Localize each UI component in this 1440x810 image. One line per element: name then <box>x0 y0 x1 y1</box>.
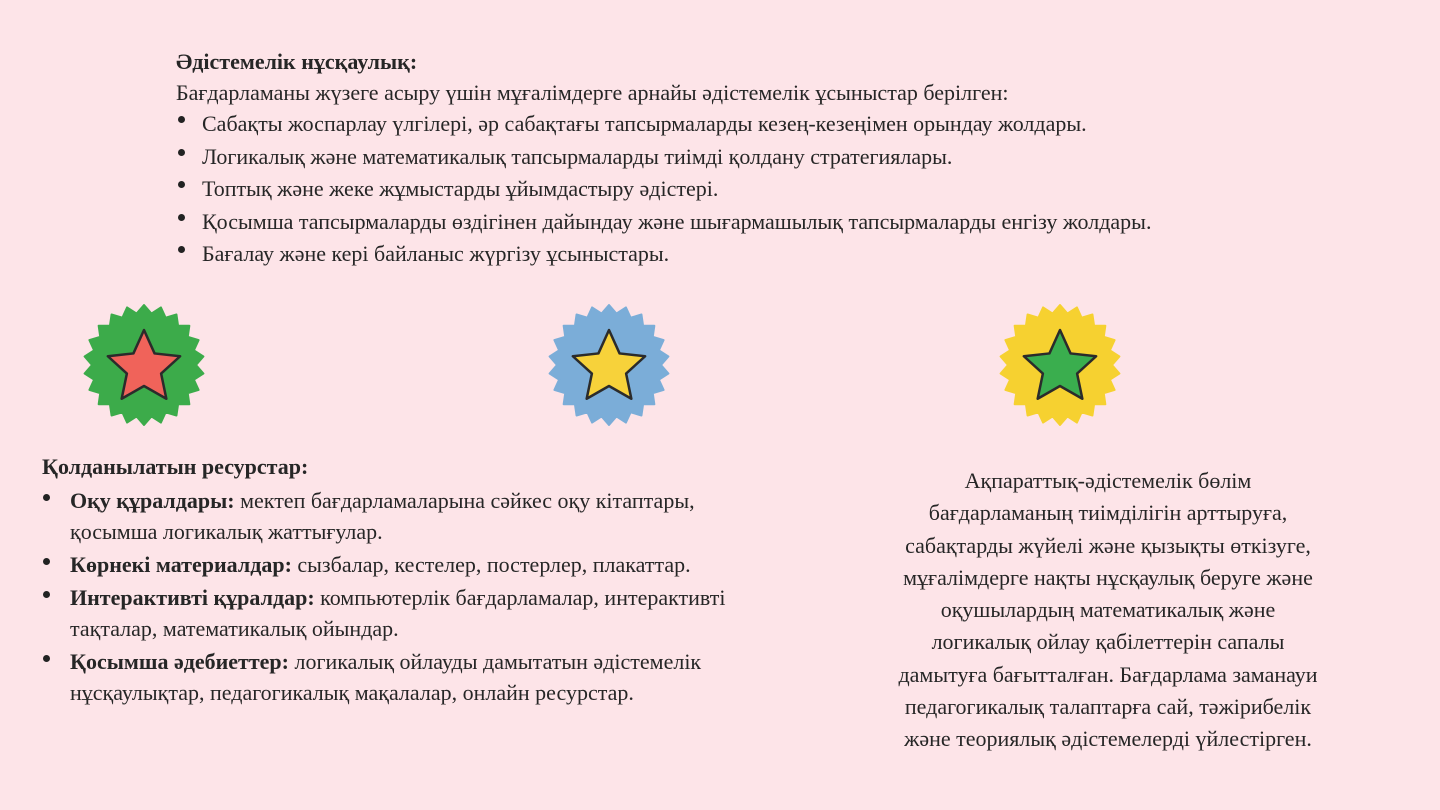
star-badge-red-on-green-icon <box>82 303 206 427</box>
summary-line: дамытуға бағытталған. Бағдарлама заманауи <box>898 661 1318 687</box>
summary-line: және теориялық әдістемелерді үйлестірген. <box>904 726 1312 752</box>
resource-desc: сызбалар, кестелер, постерлер, плакаттар. <box>291 552 691 577</box>
list-item: Қосымша тапсырмаларды өздігінен дайындау және шығармашылық тапсырмаларды енгізу жолдары. <box>176 206 1426 239</box>
resource-term: Көрнекі материалдар: <box>70 552 292 577</box>
list-item: Сабақты жоспарлау үлгілері, әр сабақтағы тапсырмаларды кезең-кезеңімен орындау жолдары. <box>176 108 1426 141</box>
summary-line: Ақпараттық-әдістемелік бөлім <box>964 468 1252 493</box>
list-item <box>42 582 762 644</box>
resources-list <box>42 485 762 708</box>
list-item: Бағалау және кері байланыс жүргізу ұсыныстары. <box>176 238 1426 271</box>
list-item <box>42 549 762 580</box>
summary-line: логикалық ойлау қабілеттерін сапалы <box>931 629 1285 655</box>
summary-line: педагогикалық талаптарға сай, тәжірибелік <box>904 694 1312 720</box>
resources-heading: Қолданылатын ресурстар: <box>42 454 309 479</box>
resources-section <box>42 451 762 710</box>
methodology-section <box>176 46 1426 271</box>
resource-term: Оқу құралдары: <box>70 488 235 513</box>
badge-svg <box>82 303 206 427</box>
summary-paragraph <box>838 465 1378 756</box>
methodology-intro: Бағдарламаны жүзеге асыру үшін мұғалімдерге арнайы әдістемелік ұсыныстар берілген: <box>176 80 1009 105</box>
resource-term: Интерактивті құралдар: <box>70 585 315 610</box>
methodology-heading: Әдістемелік нұсқаулық: <box>176 49 418 74</box>
summary-line: оқушылардың математикалық және <box>940 597 1276 623</box>
badge-svg <box>547 303 671 427</box>
list-item: Логикалық және математикалық тапсырмаларды тиімді қолдану стратегиялары. <box>176 141 1426 174</box>
star-badge-yellow-on-blue-icon <box>547 303 671 427</box>
resource-term: Қосымша әдебиеттер: <box>70 649 289 674</box>
list-item <box>42 485 762 547</box>
resource-desc: логикалық ойлауды дамытатын әдістемелік нұсқаулықтар, педагогикалық мақалалар, онлайн ресурстар. <box>70 649 702 705</box>
resource-desc: мектеп бағдарламаларына сәйкес оқу кітаптары, қосымша логикалық жаттығулар. <box>70 488 695 544</box>
badge-svg <box>998 303 1122 427</box>
star-badge-green-on-yellow-icon <box>998 303 1122 427</box>
list-item: Топтық және жеке жұмыстарды ұйымдастыру әдістері. <box>176 173 1426 206</box>
summary-line: мұғалімдерге нақты нұсқаулық беруге және <box>903 564 1313 590</box>
summary-line: бағдарламаның тиімділігін арттыруға, <box>928 500 1288 526</box>
summary-line: сабақтарды жүйелі және қызықты өткізуге, <box>905 532 1311 558</box>
list-item <box>42 646 762 708</box>
methodology-list <box>176 108 1426 271</box>
resource-desc: компьютерлік бағдарламалар, интерактивті тақталар, математикалық ойындар. <box>70 585 726 641</box>
